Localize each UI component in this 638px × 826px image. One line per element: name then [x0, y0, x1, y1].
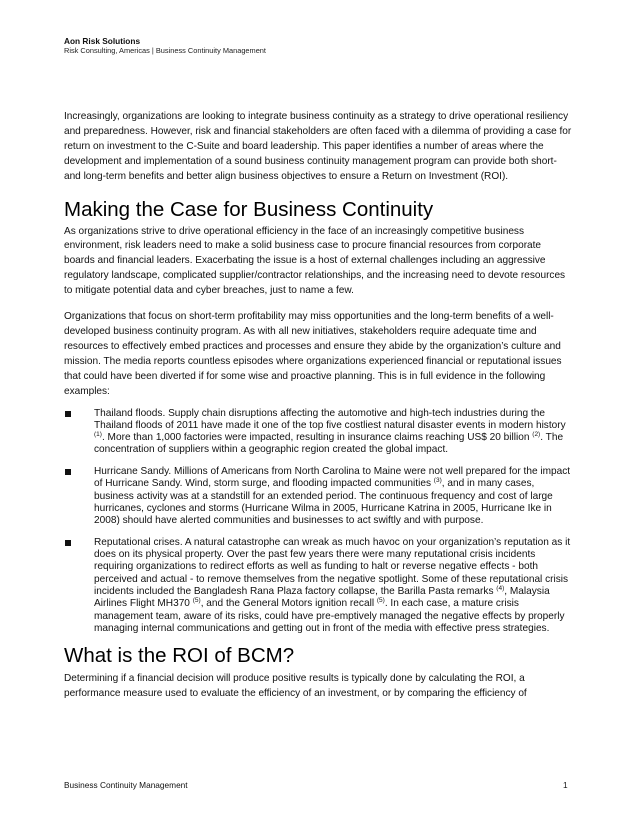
intro-paragraph: Increasingly, organizations are looking to integrate business continuity as a strategy to drive operational resiliency and preparedness. However, risk and financial stakeholders are often faced with a dilemma of providing a case for return on investment to the C-Suite and board leadership. This paper identifies a number of areas where the development and implementation of a sound business continuity management program can provide both short- and long-term benefits and better align business objectives to ensure a Return on Investment (ROI).: [64, 111, 572, 182]
header-company: Aon Risk Solutions: [64, 36, 141, 46]
section1-paragraph-1: As organizations strive to drive operational efficiency in the face of an increasingly competitive business environment, risk leaders need to make a solid business case to procure financial resources from corporate boards and financial leaders. Exacerbating the issue is a host of external challenges including an aggressive regulatory landscape, complicated supplier/contractor relationships, and the increasing need to devote resources to mitigate potential data and cyber breaches, just to name a few.: [64, 225, 566, 297]
footnote-ref: (2): [532, 431, 541, 439]
footnote-ref: (3): [433, 477, 442, 485]
list-item-thailand-floods: [64, 408, 574, 457]
footer-title: Business Continuity Management: [64, 780, 188, 790]
square-bullet-icon: [65, 540, 71, 546]
list-item-hurricane-sandy: [64, 466, 574, 527]
list-item-text: Hurricane Sandy. Millions of Americans from North Carolina to Maine were not well prepared for the impact of Hurricane Sandy. Wind, storm surge, and flooding impacted communities: [94, 465, 571, 490]
list-item-text: Reputational crises. A natural catastrophe can wreak as much havoc on your organization’s reputation as it does on its physical property. Over the past few years there were many reputational crisis incidents requiring organizations to redirect efforts as well as funding to halt or reverse negative effects - both perceived and actual - to remove themselves from the negative spotlight. Some of these reputational crisis incidents included the Bangladesh Rana Plaza factory collapse, the Barilla Pasta remarks: [94, 536, 571, 597]
header-department: Risk Consulting, Americas | Business Continuity Management: [64, 46, 266, 55]
list-item-text: . In each case, a mature crisis management team, aware of its risks, could have pre-emptively managed the negative effects by properly managing internal communications and getting out in front of the media with effective press strategies.: [94, 598, 565, 634]
list-item-text: . More than 1,000 factories were impacted, resulting in insurance claims reaching US$ 20 billion: [101, 432, 533, 444]
examples-list: [64, 408, 574, 636]
footnote-ref: (5): [376, 597, 385, 605]
section2-paragraph-1: Determining if a financial decision will produce positive results is typically done by calculating the ROI, a performance measure used to evaluate the efficiency of an investment, or by comparing the efficiency of: [64, 673, 527, 700]
footnote-ref: (1): [94, 431, 102, 439]
footnote-ref: (5): [192, 597, 201, 605]
list-item-text: . The concentration of suppliers within a geographic region created the global impact.: [94, 432, 564, 456]
page-number: 1: [563, 780, 568, 790]
list-item-reputational-crises: [64, 537, 574, 635]
section-heading-making-the-case: Making the Case for Business Continuity: [64, 197, 434, 221]
square-bullet-icon: [65, 411, 71, 417]
section1-paragraph-2: Organizations that focus on short-term profitability may miss opportunities and the long-term benefits of a well-developed business continuity program. As with all new initiatives, stakeholders require adequate time and resources to effectively embed practices and processes and ensure they abide by the organization’s culture and mission. The media reports countless episodes where organizations experienced financial or reputational issues that could have been diverted if for some wise and proactive planning. This is in full evidence in the following examples:: [64, 311, 562, 397]
section-heading-roi: What is the ROI of BCM?: [64, 644, 295, 668]
list-item-text: , Malaysia Airlines Flight MH370: [94, 585, 550, 610]
list-item-text: Thailand floods. Supply chain disruptions affecting the automotive and high-tech industries during the Thailand floods of 2011 have made it one of the top five costliest natural disaster events in modern history: [94, 407, 566, 431]
list-item-text: , and the General Motors ignition recall: [200, 598, 377, 610]
list-item-text: , and in many cases, business activity was at a standstill for an extended period. The continuous frequency and cost of large hurricanes, cyclones and storms (Hurricane Wilma in 2005, Hurricane Katrina in 2005, Hurricane Ike in 2008) should have alerted communities and businesses to act swiftly and with purpose.: [94, 478, 553, 527]
document-body: [64, 110, 574, 702]
square-bullet-icon: [65, 469, 71, 475]
footnote-ref: (4): [496, 584, 505, 592]
